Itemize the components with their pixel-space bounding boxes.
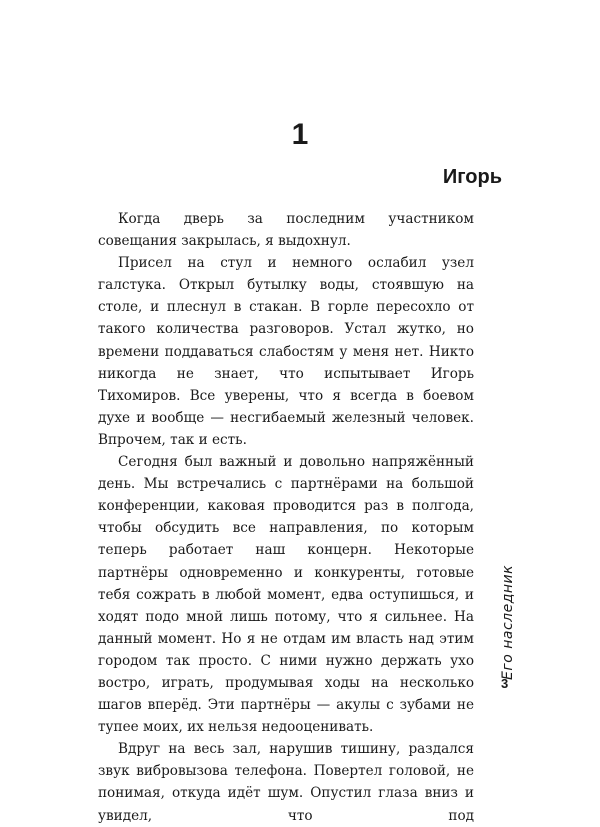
paragraph: Присел на стул и немного ослабил узел галстука. Открыл бутылку воды, стоявшую на столе, и плеснул в стакан. В горле пересохло от такого количества разговоров. Устал жутко, но времени поддаваться слабостям у меня нет. Никто никогда не знает, что испытывает Игорь Тихомиров. Все уверены, что я всегда в боевом духе и вообще — несгибаемый железный человек. Впрочем, так и есть. — [98, 255, 474, 448]
paragraph: Вдруг на весь зал, нарушив тишину, раздался звук вибровызова телефона. Повертел головой, не понимая, откуда идёт шум. Опустил глаза вниз и увидел, что под — [98, 741, 474, 824]
paragraph: Когда дверь за последним участником совещания закрылась, я выдохнул. — [98, 211, 474, 250]
chapter-number: 1 — [291, 118, 309, 151]
running-title: Его наследник — [500, 564, 516, 680]
paragraph: Сегодня был важный и довольно напряжённый день. Мы встречались с партнёрами на большой конференции, каковая проводится раз в полгода, чтобы обсудить все направления, по которым теперь работает наш концерн. Некоторые партнёры одновременно и конкуренты, готовые тебя сожрать в любой момент, едва оступишься, и ходят подо мной лишь потому, что я сильнее. На данный момент. Но я не отдам им власть над этим городом так просто. С ними нужно держать ухо востро, играть, продумывая ходы на несколько шагов вперёд. Эти партнёры — акулы с зубами не тупее моих, их нельзя недооценивать. — [98, 454, 474, 736]
chapter-title: Игорь — [442, 166, 502, 188]
page-number: 3 — [501, 676, 509, 691]
body-text — [98, 208, 474, 827]
